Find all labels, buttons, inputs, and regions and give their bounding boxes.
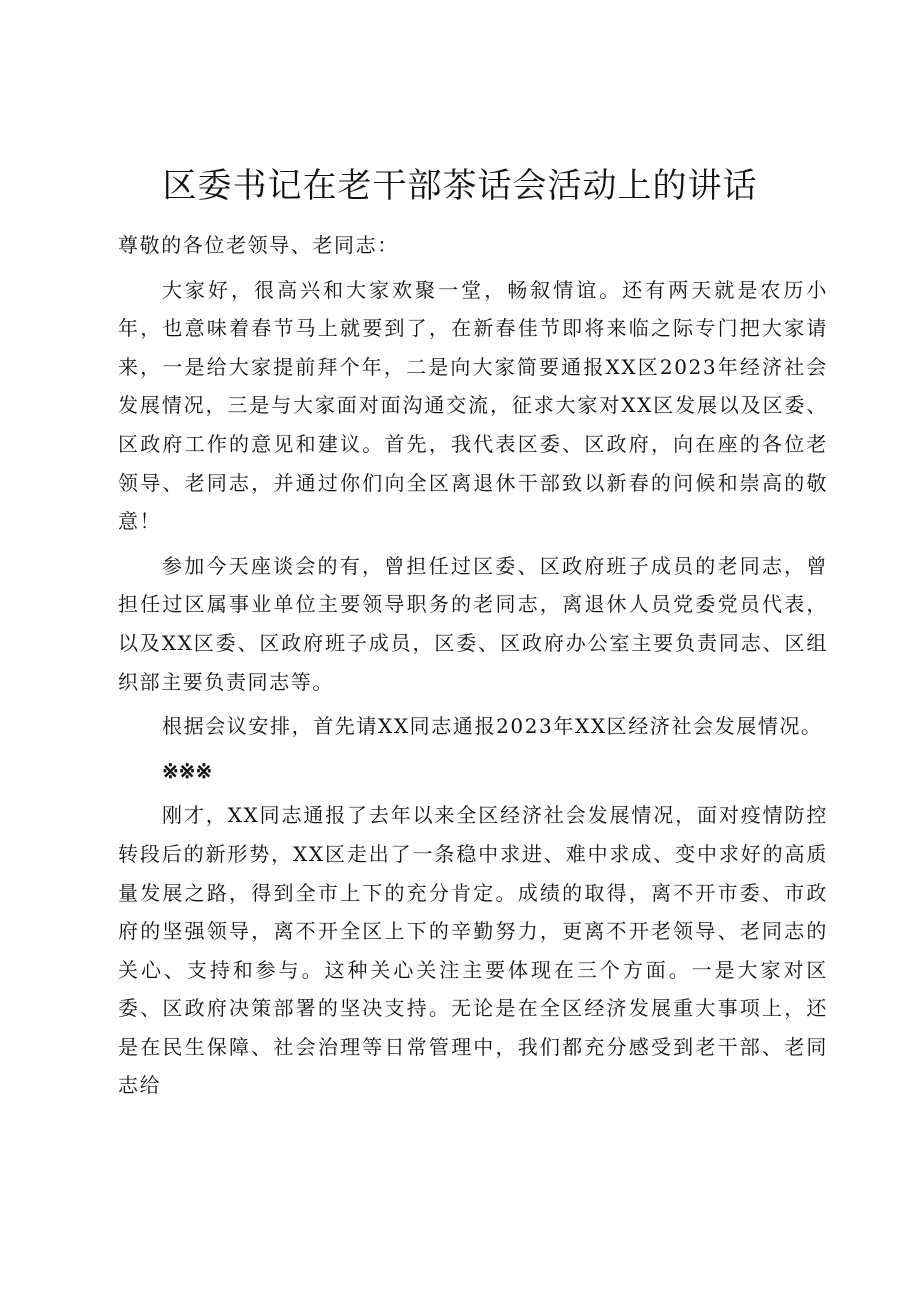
paragraph-arrangement: 根据会议安排，首先请XX同志通报2023年XX区经济社会发展情况。 <box>162 714 823 739</box>
document-body <box>118 226 828 1105</box>
document-title: 区委书记在老干部茶话会活动上的讲话 <box>162 166 758 206</box>
paragraph-opening: 大家好，很高兴和大家欢聚一堂，畅叙情谊。还有两天就是农历小年，也意味着春节马上就要到了，在新春佳节即将来临之际专门把大家请来，一是给大家提前拜个年，二是向大家简要通报XX区2023年经济社会发展情况，三是与大家面对面沟通交流，征求大家对XX区发展以及区委、区政府工作的意见和建议。首先，我代表区委、区政府，向在座的各位老领导、老同志，并通过你们向全区离退休干部致以新春的问候和崇高的敬意！ <box>118 277 828 534</box>
paragraph-review: 刚才，XX同志通报了去年以来全区经济社会发展情况，面对疫情防控转段后的新形势，XX区走出了一条稳中求进、难中求成、变中求好的高质量发展之路，得到全市上下的充分肯定。成绩的取得，离不开市委、市政府的坚强领导，离不开全区上下的辛勤努力，更离不开老领导、老同志的关心、支持和参与。这种关心关注主要体现在三个方面。一是大家对区委、区政府决策部署的坚决支持。无论是在全区经济发展重大事项上，还是在民生保障、社会治理等日常管理中，我们都充分感受到老干部、老同志给 <box>118 803 828 1098</box>
salutation: 尊敬的各位老领导、老同志： <box>118 233 399 257</box>
section-separator: ※※※ <box>162 758 213 783</box>
paragraph-attendees: 参加今天座谈会的有，曾担任过区委、区政府班子成员的老同志，曾担任过区属事业单位主要领导职务的老同志，离退休人员党委党员代表，以及XX区委、区政府班子成员，区委、区政府办公室主要负责同志、区组织部主要负责同志等。 <box>118 553 828 694</box>
